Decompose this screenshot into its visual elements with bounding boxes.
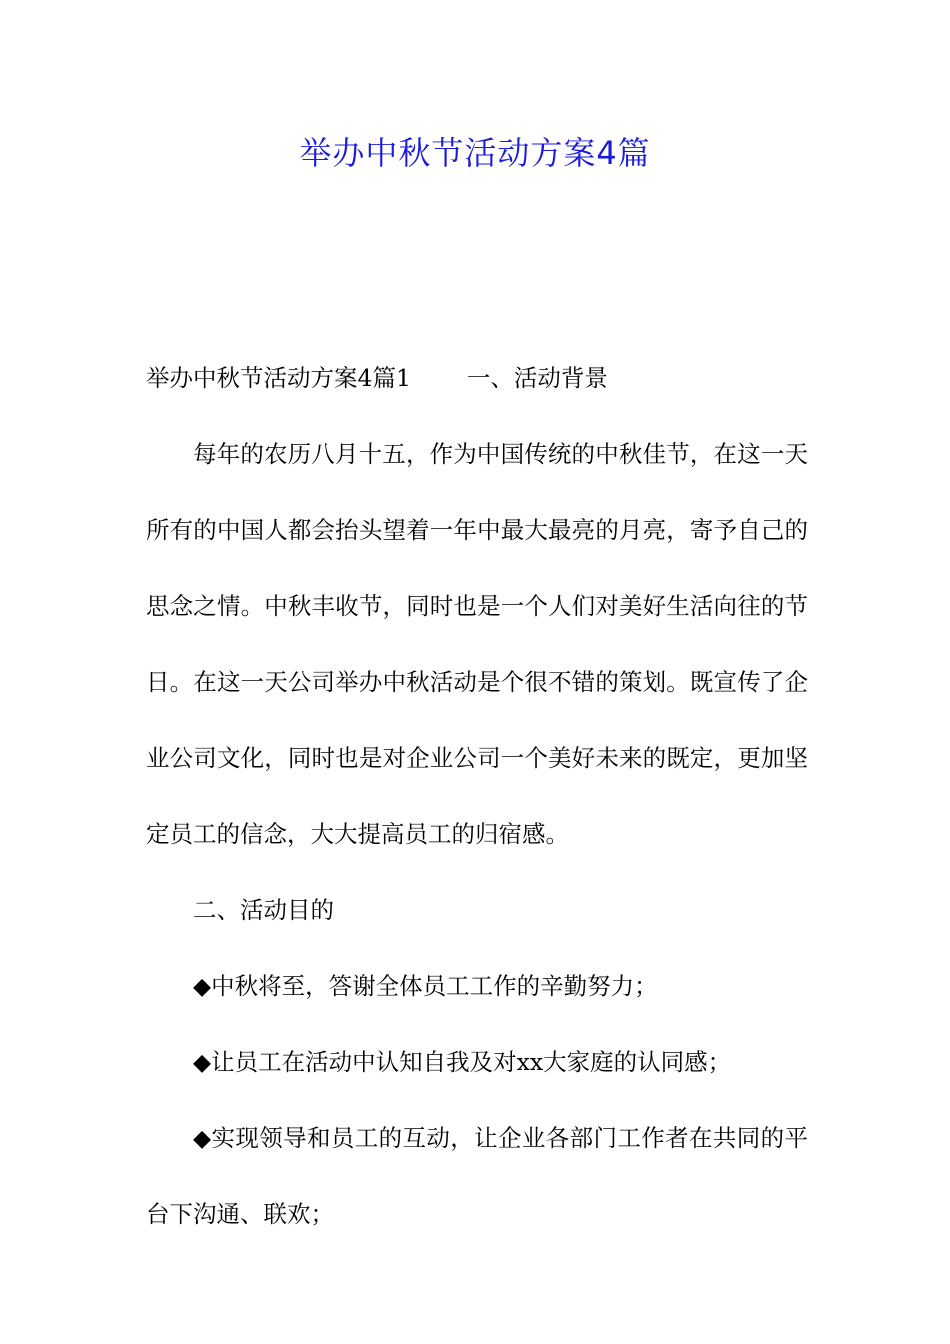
document-body [146,340,808,1252]
document-title: 举办中秋节活动方案4篇 [299,134,651,172]
section-title: 举办中秋节活动方案4篇1 [146,364,411,392]
purpose-item: ◆实现领导和员工的互动，让企业各部门工作者在共同的平台下沟通、联欢； [146,1124,808,1228]
purpose-heading: 二、活动目的 [193,896,334,924]
purpose-item: ◆让员工在活动中认知自我及对xx大家庭的认同感； [193,1048,732,1076]
purpose-item: ◆中秋将至，答谢全体员工工作的辛勤努力； [193,972,658,1000]
background-heading: 一、活动背景 [466,364,608,392]
background-paragraph: 每年的农历八月十五，作为中国传统的中秋佳节，在这一天所有的中国人都会抬头望着一年中最大最亮的月亮，寄予自己的思念之情。中秋丰收节，同时也是一个人们对美好生活向往的节日。在这一天公司举办中秋活动是个很不错的策划。既宣传了企业公司文化，同时也是对企业公司一个美好未来的既定，更加坚定员工的信念，大大提高员工的归宿感。 [146,440,808,848]
section-heading-line [146,340,808,416]
